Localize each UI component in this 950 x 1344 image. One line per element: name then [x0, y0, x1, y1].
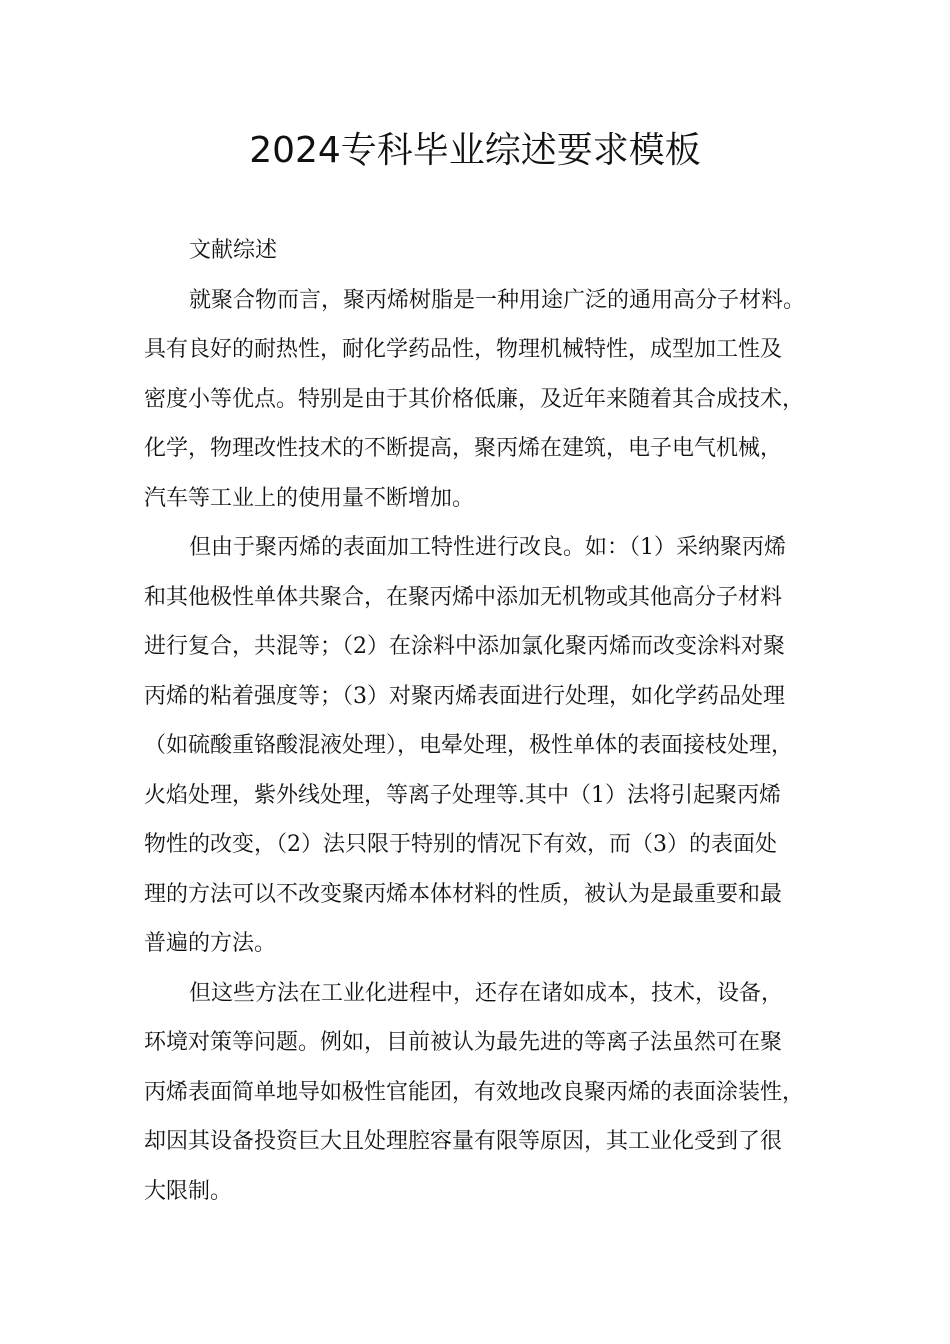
paragraph-line: 丙烯的粘着强度等；（3）对聚丙烯表面进行处理，如化学药品处理: [144, 683, 785, 709]
paragraph-line: 理的方法可以不改变聚丙烯本体材料的性质，被认为是最重要和最: [144, 881, 783, 907]
paragraph-line: 进行复合，共混等；（2）在涂料中添加氯化聚丙烯而改变涂料对聚: [144, 634, 785, 659]
paragraph-1: [144, 276, 824, 524]
paragraph-line: 和其他极性单体共聚合，在聚丙烯中添加无机物或其他高分子材料: [144, 584, 783, 610]
paragraph-line: 大限制。: [144, 1178, 233, 1204]
paragraph-line: 环境对策等问题。例如，目前被认为最先进的等离子法虽然可在聚: [144, 1030, 783, 1055]
paragraph-line: 却因其设备投资巨大且处理腔容量有限等原因，其工业化受到了很: [144, 1129, 783, 1154]
paragraph-line: 丙烯表面简单地导如极性官能团，有效地改良聚丙烯的表面涂装性，: [144, 1079, 805, 1105]
paragraph-line: 就聚合物而言，聚丙烯树脂是一种用途广泛的通用高分子材料。: [189, 287, 806, 313]
paragraph-line: 密度小等优点。特别是由于其价格低廉，及近年来随着其合成技术，: [144, 386, 805, 412]
paragraph-2: [144, 523, 824, 969]
paragraph-line: 但这些方法在工业化进程中，还存在诸如成本，技术，设备，: [189, 980, 784, 1006]
paragraph-line: 具有良好的耐热性，耐化学药品性，物理机械特性，成型加工性及: [144, 337, 783, 362]
paragraph-line: （如硫酸重铬酸混液处理），电晕处理，极性单体的表面接枝处理，: [144, 733, 794, 758]
paragraph-line: 化学，物理改性技术的不断提高，聚丙烯在建筑，电子电气机械，: [144, 436, 783, 461]
paragraph-line: 普遍的方法。: [144, 931, 277, 956]
paragraph-line: 火焰处理，紫外线处理，等离子处理等.其中（1）法将引起聚丙烯: [144, 782, 781, 808]
document-title: 2024专科毕业综述要求模板: [249, 130, 701, 171]
paragraph-3: [144, 969, 824, 1217]
section-heading: 文献综述: [189, 238, 278, 263]
paragraph-line: 但由于聚丙烯的表面加工特性进行改良。如：（1）采纳聚丙烯: [189, 535, 786, 560]
document-body: [144, 226, 824, 1216]
paragraph-line: 汽车等工业上的使用量不断增加。: [144, 485, 475, 511]
paragraph-line: 物性的改变，（2）法只限于特别的情况下有效，而（3）的表面处: [144, 832, 777, 857]
